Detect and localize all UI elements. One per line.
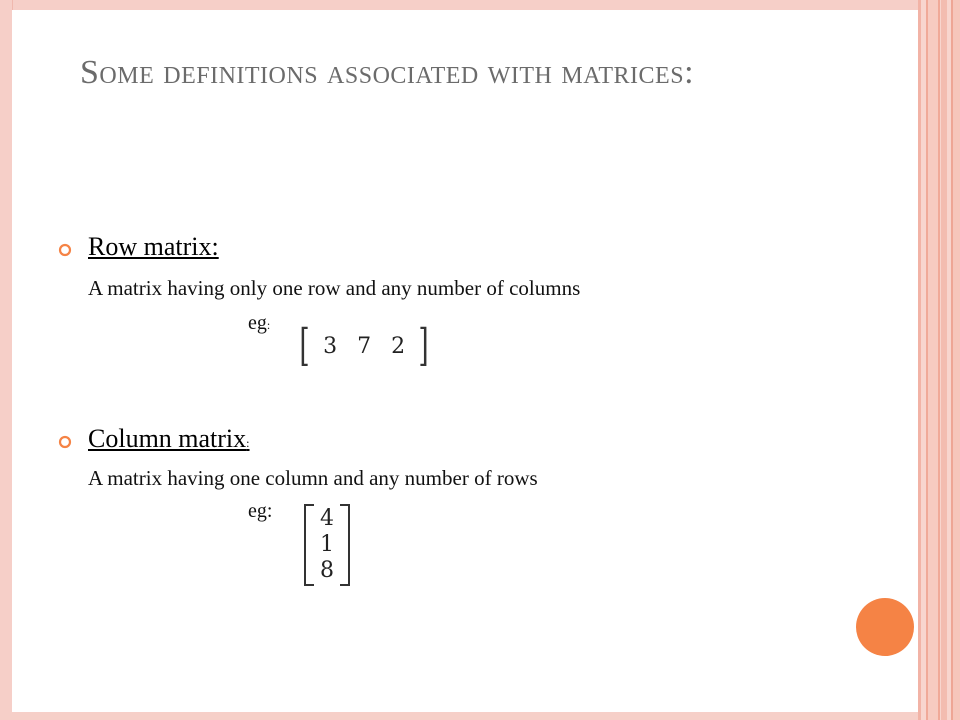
matrix-cell: 7 — [357, 333, 372, 359]
column-matrix-heading — [88, 424, 250, 454]
row-matrix-example — [296, 320, 432, 371]
row-matrix-description: A matrix having only one row and any number of columns — [88, 276, 581, 300]
bullet-icon — [58, 243, 72, 257]
column-matrix-example — [304, 504, 350, 586]
row-matrix-heading: Row matrix: — [88, 232, 219, 261]
frame-bottom — [0, 712, 920, 720]
example-label-suffix: : — [266, 318, 271, 332]
row-matrix-example-label — [248, 312, 270, 335]
slide-content — [12, 10, 918, 712]
slide-title: Some definitions associated with matrices: — [80, 54, 695, 91]
frame-stripe — [941, 0, 947, 720]
column-matrix-heading-text: Column matrix — [88, 424, 247, 453]
right-bracket: ] — [418, 320, 429, 371]
bullet-icon — [58, 435, 72, 449]
matrix-cell: 2 — [391, 333, 406, 359]
frame-stripe — [951, 0, 960, 720]
column-matrix-description: A matrix having one column and any number of rows — [88, 466, 538, 490]
column-matrix-example-label: eg: — [248, 500, 273, 522]
left-bracket: [ — [299, 320, 310, 371]
matrix-cell: 3 — [323, 333, 338, 359]
example-label-text: eg — [248, 312, 267, 334]
frame-top — [0, 0, 920, 10]
decorative-circle — [856, 598, 914, 656]
matrix-cell: 8 — [320, 558, 334, 583]
matrix-cell: 4 — [320, 506, 334, 531]
frame-stripe — [918, 0, 921, 720]
right-bracket — [340, 504, 350, 586]
matrix-cell: 1 — [320, 532, 334, 557]
left-bracket — [304, 504, 314, 586]
frame-stripe — [926, 0, 940, 720]
column-matrix-heading-suffix: : — [246, 436, 250, 450]
matrix-cells — [314, 504, 340, 586]
